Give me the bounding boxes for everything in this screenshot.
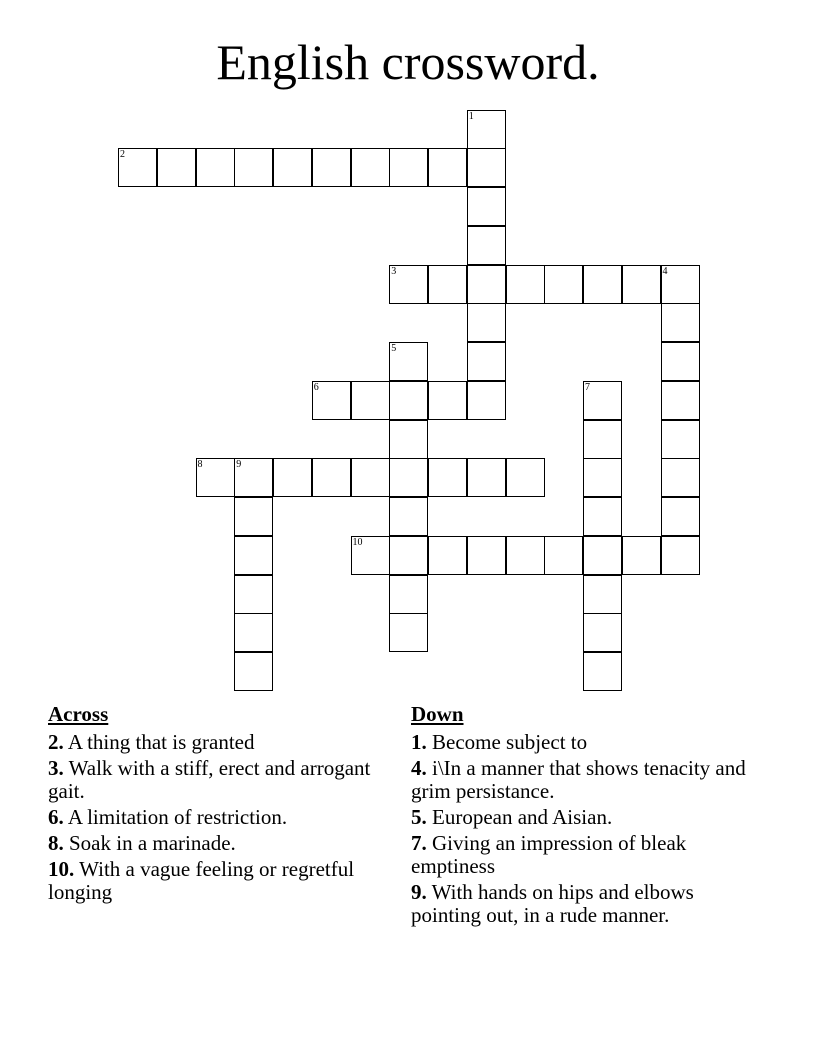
grid-cell[interactable]: [234, 652, 273, 691]
grid-cell[interactable]: [467, 187, 506, 226]
grid-cell[interactable]: [389, 381, 428, 420]
grid-cell[interactable]: [467, 458, 506, 497]
grid-cell[interactable]: [312, 381, 351, 420]
clue-number: 3.: [48, 756, 64, 780]
clue-number: 10.: [48, 857, 75, 881]
grid-cell[interactable]: [661, 303, 700, 342]
clue-across-2: [48, 731, 378, 754]
cell-number: 4: [662, 265, 668, 277]
down-clues: [411, 703, 756, 930]
clue-text: Soak in a marinade.: [69, 831, 236, 855]
clue-number: 1.: [411, 730, 427, 754]
grid-cell[interactable]: [351, 148, 390, 187]
grid-cell[interactable]: [389, 342, 428, 381]
grid-cell[interactable]: [661, 342, 700, 381]
grid-cell[interactable]: [467, 381, 506, 420]
page-title: English crossword.: [216, 34, 600, 90]
cell-number: 10: [352, 536, 363, 548]
grid-cell[interactable]: [312, 458, 351, 497]
grid-cell[interactable]: [661, 420, 700, 459]
clue-text: Become subject to: [432, 730, 588, 754]
grid-cell[interactable]: [389, 420, 428, 459]
grid-cell[interactable]: [312, 148, 351, 187]
grid-cell[interactable]: [467, 265, 506, 304]
clue-across-6: [48, 806, 378, 829]
grid-cell[interactable]: [428, 265, 467, 304]
clue-number: 9.: [411, 880, 427, 904]
grid-cell[interactable]: [506, 536, 545, 575]
grid-cell[interactable]: [351, 536, 390, 575]
grid-cell[interactable]: [157, 148, 196, 187]
across-heading: Across: [48, 702, 109, 726]
cell-number: 2: [120, 149, 125, 161]
clue-number: 4.: [411, 756, 427, 780]
grid-cell[interactable]: [389, 265, 428, 304]
grid-cell[interactable]: [661, 381, 700, 420]
clue-number: 5.: [411, 805, 427, 829]
grid-cell[interactable]: [234, 458, 273, 497]
clue-text: i\In a manner that shows tenacity and grim persistance.: [411, 756, 746, 803]
grid-cell[interactable]: [234, 497, 273, 536]
clue-down-7: [411, 832, 756, 878]
clue-text: Giving an impression of bleak emptiness: [411, 831, 687, 878]
grid-cell[interactable]: [467, 226, 506, 265]
grid-cell[interactable]: [583, 381, 622, 420]
grid-cell[interactable]: [428, 381, 467, 420]
grid-cell[interactable]: [583, 458, 622, 497]
grid-cell[interactable]: [351, 458, 390, 497]
across-clues: [48, 703, 378, 907]
clue-text: A limitation of restriction.: [67, 805, 288, 829]
clue-number: 8.: [48, 831, 64, 855]
clue-number: 2.: [48, 730, 64, 754]
clue-number: 6.: [48, 805, 64, 829]
grid-cell[interactable]: [467, 110, 506, 149]
grid-cell[interactable]: [389, 497, 428, 536]
grid-cell[interactable]: [467, 303, 506, 342]
grid-cell[interactable]: [467, 342, 506, 381]
clue-down-4: [411, 757, 756, 803]
grid-cell[interactable]: [467, 148, 506, 187]
grid-cell[interactable]: [389, 458, 428, 497]
grid-cell[interactable]: [583, 497, 622, 536]
cell-number: 1: [468, 110, 474, 122]
grid-cell[interactable]: [234, 148, 273, 187]
grid-cell[interactable]: [583, 575, 622, 614]
grid-cell[interactable]: [661, 265, 700, 304]
grid-cell[interactable]: [273, 148, 312, 187]
grid-cell[interactable]: [428, 536, 467, 575]
clue-text: With hands on hips and elbows pointing out, in a rude manner.: [411, 880, 694, 927]
grid-cell[interactable]: [196, 148, 235, 187]
grid-cell[interactable]: [583, 536, 622, 575]
grid-cell[interactable]: [506, 265, 545, 304]
grid-cell[interactable]: [234, 575, 273, 614]
clue-text: A thing that is granted: [67, 730, 255, 754]
clue-down-1: [411, 731, 756, 754]
grid-cell[interactable]: [118, 148, 157, 187]
grid-cell[interactable]: [389, 575, 428, 614]
grid-cell[interactable]: [583, 652, 622, 691]
grid-cell[interactable]: [196, 458, 235, 497]
grid-cell[interactable]: [389, 613, 428, 652]
grid-cell[interactable]: [234, 613, 273, 652]
grid-cell[interactable]: [428, 148, 467, 187]
grid-cell[interactable]: [544, 536, 583, 575]
clue-down-9: [411, 881, 756, 927]
clue-across-3: [48, 757, 378, 803]
clue-down-5: [411, 806, 756, 829]
clue-text: Walk with a stiff, erect and arrogant gait.: [48, 756, 371, 803]
grid-cell[interactable]: [273, 458, 312, 497]
grid-cell[interactable]: [583, 265, 622, 304]
down-heading: Down: [411, 702, 464, 726]
grid-cell[interactable]: [506, 458, 545, 497]
clue-number: 7.: [411, 831, 427, 855]
clue-text: European and Aisian.: [432, 805, 613, 829]
grid-cell[interactable]: [583, 613, 622, 652]
cell-number: 6: [313, 381, 319, 393]
clue-across-10: [48, 858, 378, 904]
grid-cell[interactable]: [544, 265, 583, 304]
grid-cell[interactable]: [351, 381, 390, 420]
clue-text: With a vague feeling or regretful longing: [48, 857, 355, 904]
grid-cell[interactable]: [389, 536, 428, 575]
cell-number: 5: [391, 343, 397, 354]
cell-number: 7: [585, 381, 590, 393]
clue-across-8: [48, 832, 378, 855]
grid-cell[interactable]: [467, 536, 506, 575]
grid-cell[interactable]: [622, 265, 661, 304]
grid-cell[interactable]: [234, 536, 273, 575]
grid-cell[interactable]: [661, 536, 700, 575]
cell-number: 8: [197, 459, 203, 471]
grid-cell[interactable]: [622, 536, 661, 575]
cell-number: 9: [236, 459, 242, 471]
cell-number: 3: [391, 265, 397, 277]
grid-cell[interactable]: [428, 458, 467, 497]
grid-cell[interactable]: [389, 148, 428, 187]
grid-cell[interactable]: [661, 458, 700, 497]
grid-cell[interactable]: [583, 420, 622, 459]
grid-cell[interactable]: [661, 497, 700, 536]
